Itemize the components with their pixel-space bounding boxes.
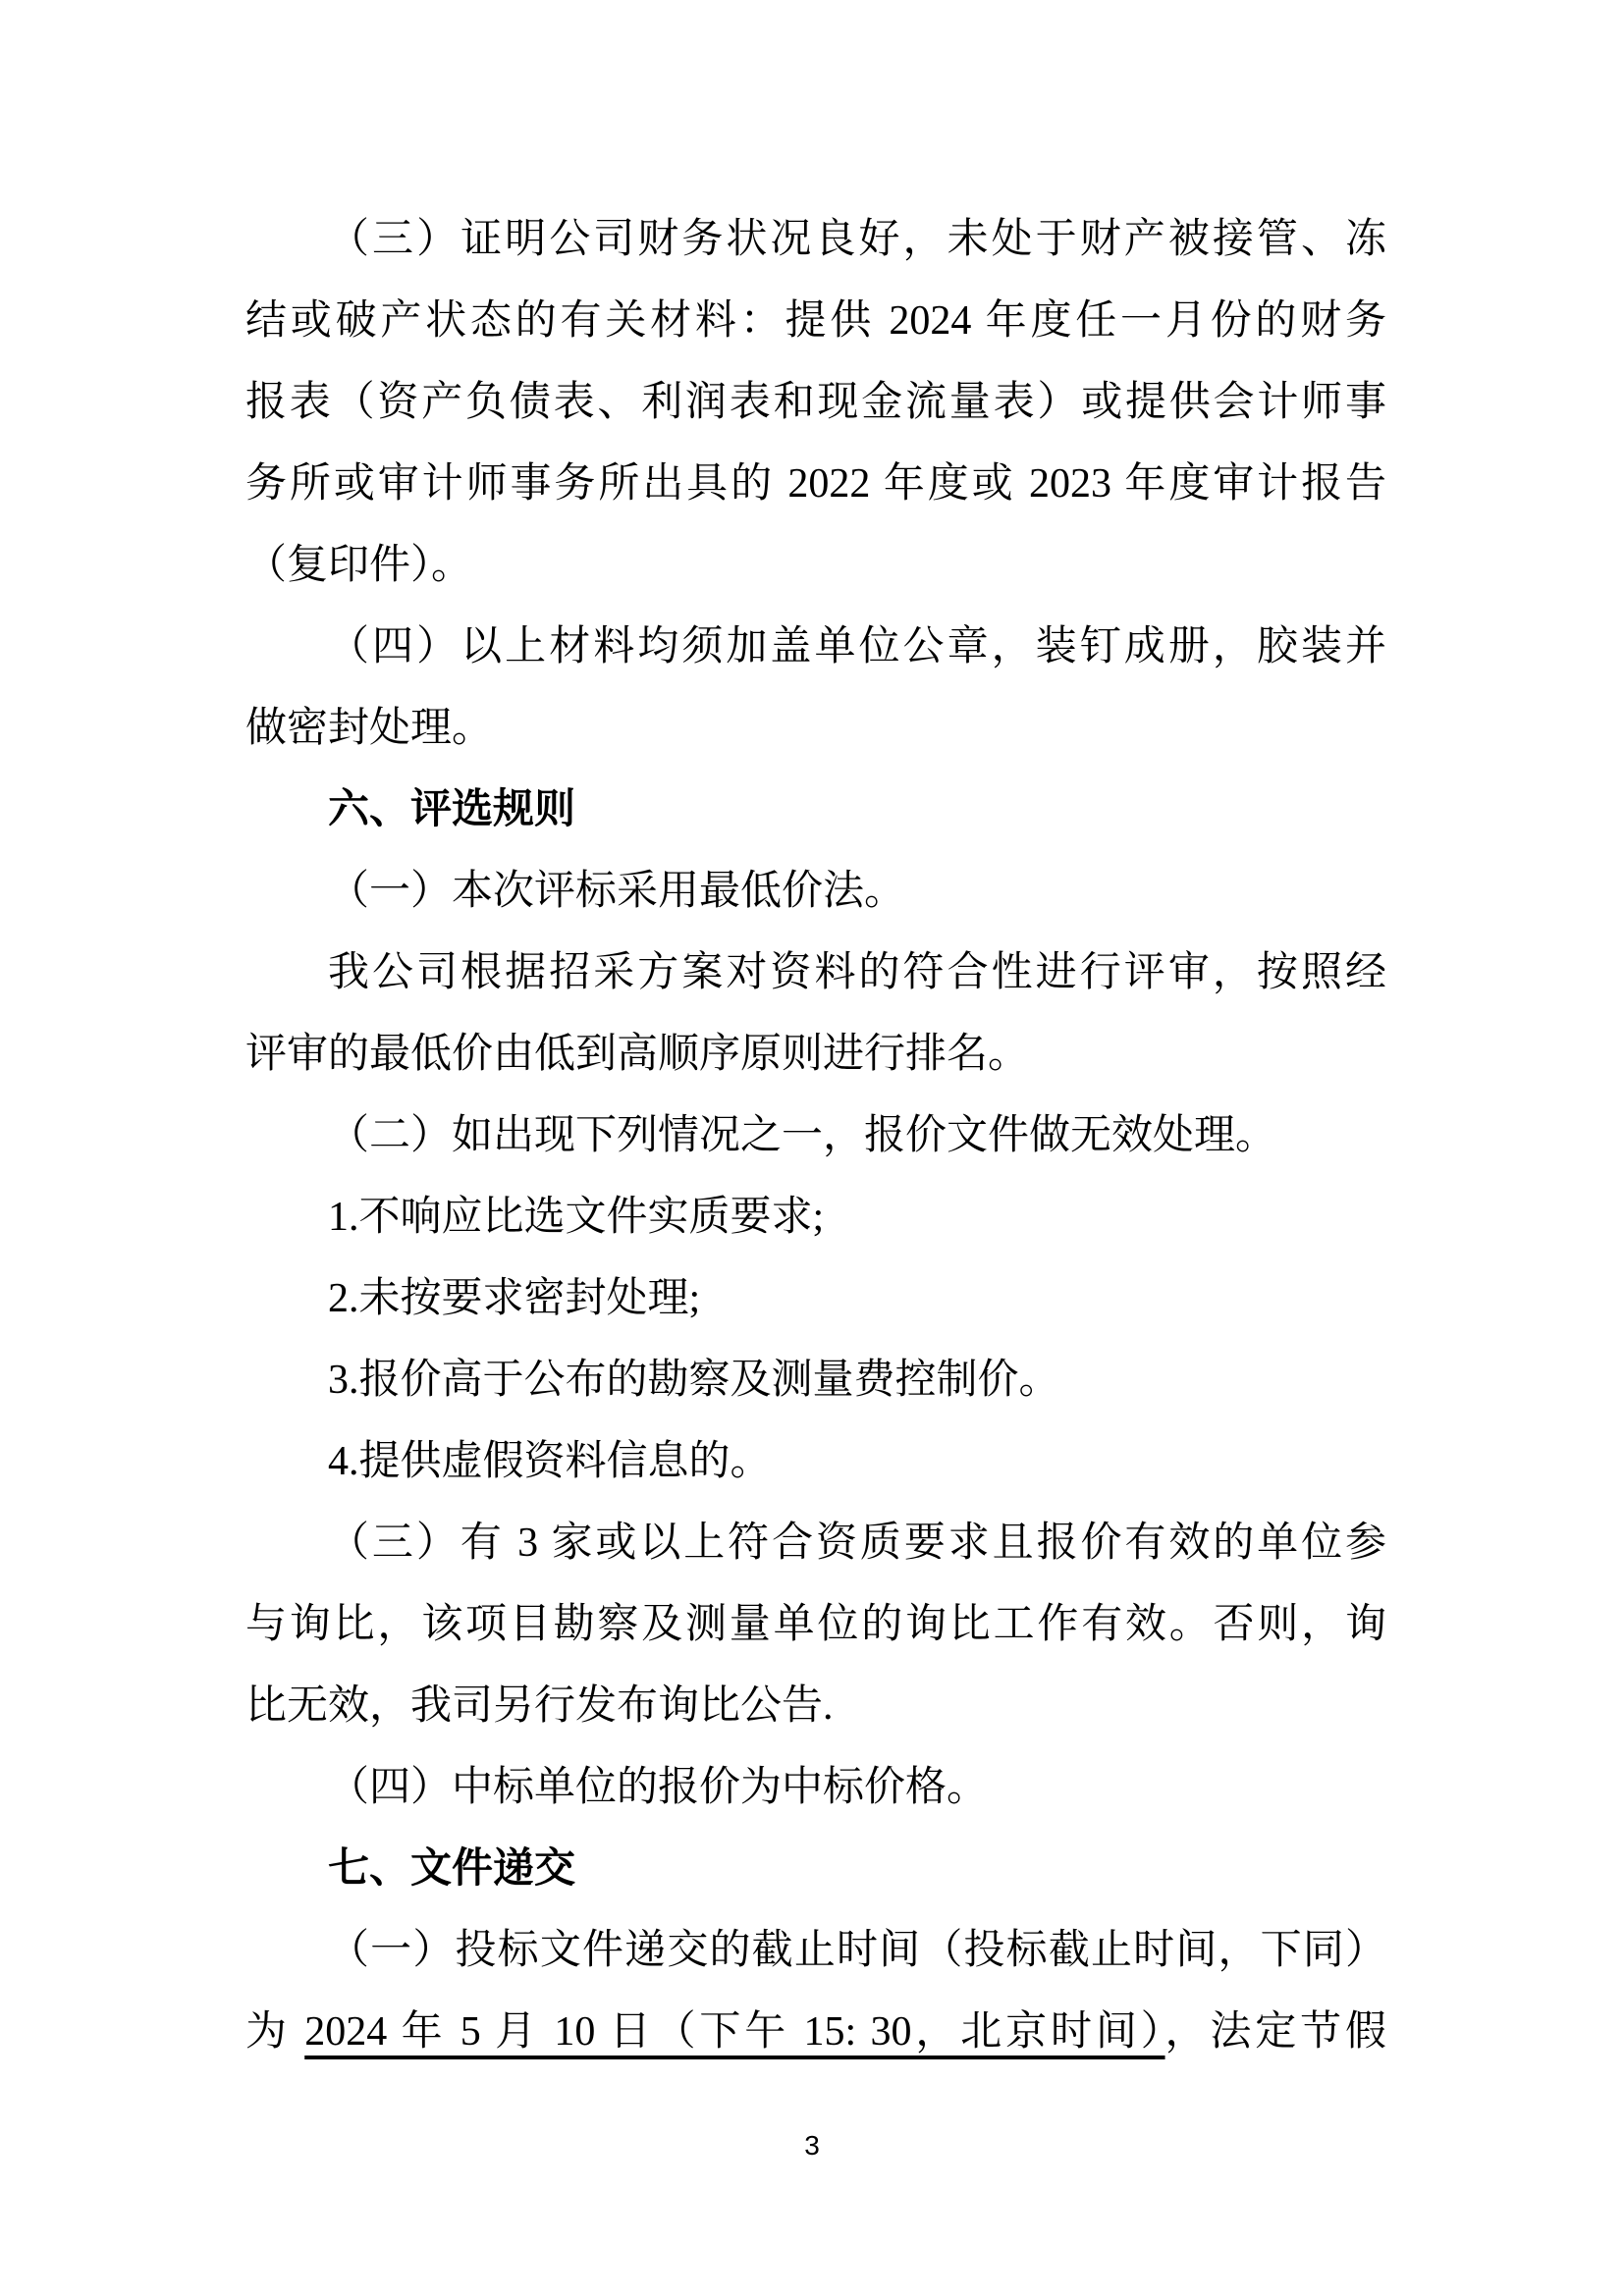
paragraph-line: 比无效，我司另行发布询比公告.	[245, 1683, 834, 1729]
paragraph-line: 结或破产状态的有关材料：提供 2024 年度任一月份的财务	[245, 298, 1386, 344]
deadline-line	[245, 1992, 1386, 2073]
deadline-suffix: ，法定节假	[1164, 2009, 1386, 2055]
paragraph-line: （二）如出现下列情况之一，报价文件做无效处理。	[328, 1113, 1277, 1158]
deadline-prefix: 为	[245, 2009, 305, 2055]
paragraph-line: 报表（资产负债表、利润表和现金流量表）或提供会计师事	[245, 380, 1386, 425]
paragraph-line: 与询比，该项目勘察及测量单位的询比工作有效。否则，询	[245, 1602, 1386, 1647]
paragraph-line: 做密封处理。	[245, 706, 494, 751]
paragraph-line: （三）有 3 家或以上符合资质要求且报价有效的单位参	[328, 1521, 1386, 1566]
page-number: 3	[804, 2130, 820, 2161]
list-item-3: 3.报价高于公布的勘察及测量费控制价。	[328, 1358, 1060, 1403]
paragraph-line: （复印件）。	[245, 543, 473, 588]
paragraph-line: （四）以上材料均须加盖单位公章，装钉成册，胶装并	[328, 624, 1386, 669]
section-heading-6: 六、评选规则	[328, 787, 576, 832]
list-item-4: 4.提供虚假资料信息的。	[328, 1439, 772, 1484]
paragraph-line: 评审的最低价由低到高顺序原则进行排名。	[245, 1032, 1030, 1077]
list-item-1: 1.不响应比选文件实质要求;	[328, 1195, 825, 1240]
paragraph-line: （一）投标文件递交的截止时间（投标截止时间，下同）	[328, 1928, 1386, 1973]
paragraph-line: 务所或审计师事务所出具的 2022 年度或 2023 年度审计报告	[245, 461, 1386, 507]
paragraph-line: 我公司根据招采方案对资料的符合性进行评审，按照经	[328, 950, 1386, 995]
deadline-underline: 2024 年 5 月 10 日（下午 15: 30，北京时间）	[304, 2009, 1165, 2055]
paragraph-line: （三）证明公司财务状况良好，未处于财产被接管、冻	[328, 217, 1386, 262]
list-item-2: 2.未按要求密封处理;	[328, 1276, 701, 1321]
section-heading-7: 七、文件递交	[328, 1846, 576, 1892]
document-body	[245, 199, 1386, 2073]
paragraph-line: （四）中标单位的报价为中标价格。	[328, 1765, 989, 1810]
paragraph-line: （一）本次评标采用最低价法。	[328, 869, 906, 914]
